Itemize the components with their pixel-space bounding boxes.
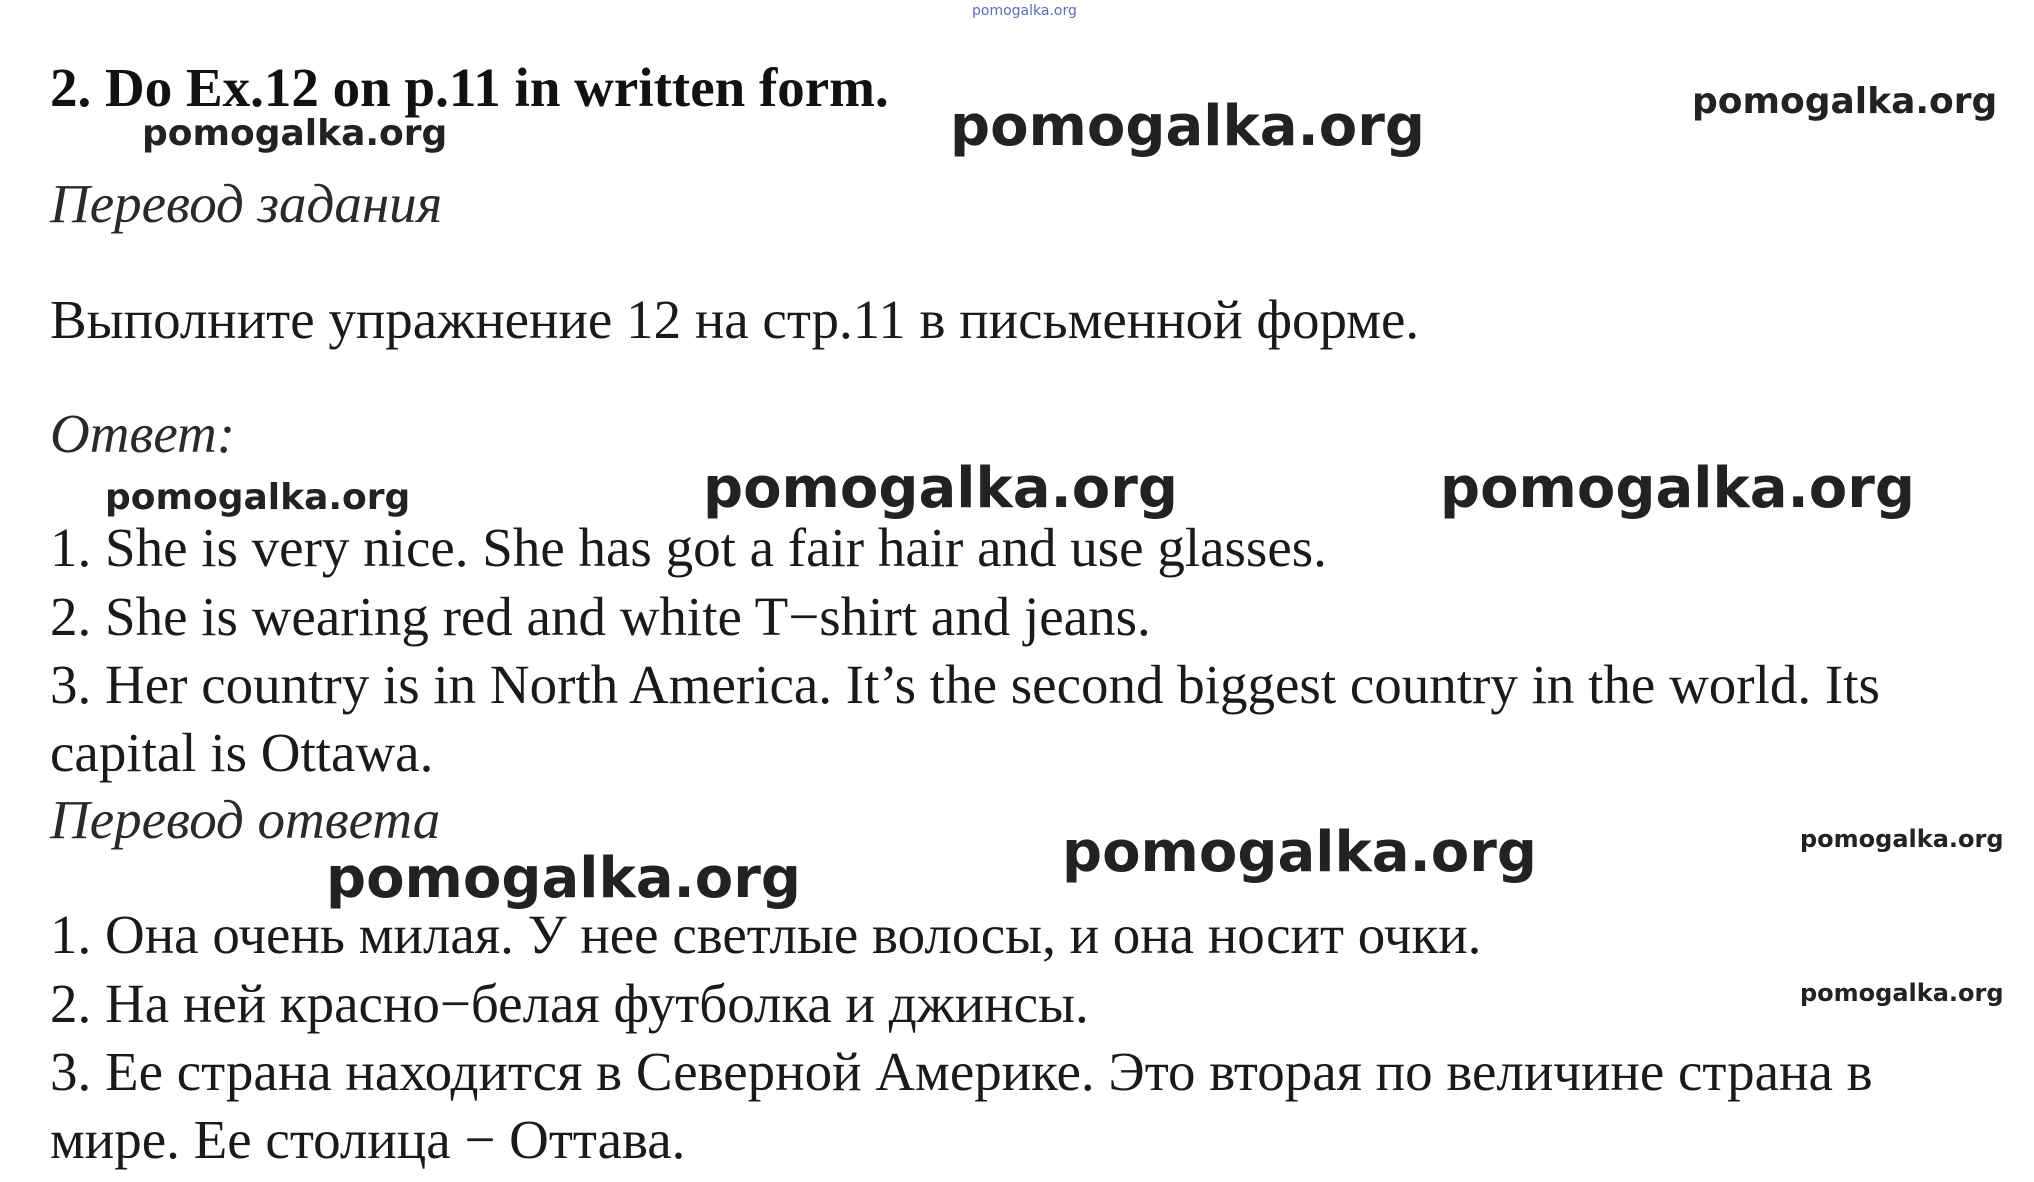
watermark: pomogalka.org: [1692, 81, 1998, 122]
watermark: pomogalka.org: [1062, 820, 1537, 885]
task-heading: 2. Do Ex.12 on p.11 in written form.: [50, 57, 889, 118]
watermark: pomogalka.org: [142, 113, 448, 154]
answer-translation-line-2: 2. На ней красно−белая футболка и джинсы.: [50, 973, 1089, 1034]
watermark: pomogalka.org: [1440, 456, 1915, 521]
answer-line-1: 1. She is very nice. She has got a fair hair and use glasses.: [50, 517, 1327, 578]
watermark: pomogalka.org: [1800, 825, 2004, 853]
watermark: pomogalka.org: [326, 846, 801, 911]
watermark-top: pomogalka.org: [972, 3, 1077, 19]
answer-translation-label: Перевод ответа: [50, 789, 441, 850]
watermark: pomogalka.org: [1800, 979, 2004, 1007]
watermark: pomogalka.org: [703, 456, 1178, 521]
answer-label: Ответ:: [50, 403, 236, 464]
answer-line-3: 3. Her country is in North America. It’s the second biggest country in the world. Its: [50, 654, 1880, 715]
task-translation-label: Перевод задания: [50, 173, 443, 234]
answer-translation-line-3: 3. Ее страна находится в Северной Америке. Это вторая по величине страна в: [50, 1041, 1873, 1102]
answer-line-4: capital is Ottawa.: [50, 722, 434, 783]
watermark: pomogalka.org: [950, 94, 1425, 159]
task-translation-text: Выполните упражнение 12 на стр.11 в письменной форме.: [50, 289, 1420, 350]
answer-translation-line-4: мире. Ее столица − Оттава.: [50, 1109, 686, 1170]
answer-translation-line-1: 1. Она очень милая. У нее светлые волосы, и она носит очки.: [50, 904, 1482, 965]
watermark: pomogalka.org: [105, 477, 411, 518]
answer-line-2: 2. She is wearing red and white T−shirt and jeans.: [50, 586, 1151, 647]
